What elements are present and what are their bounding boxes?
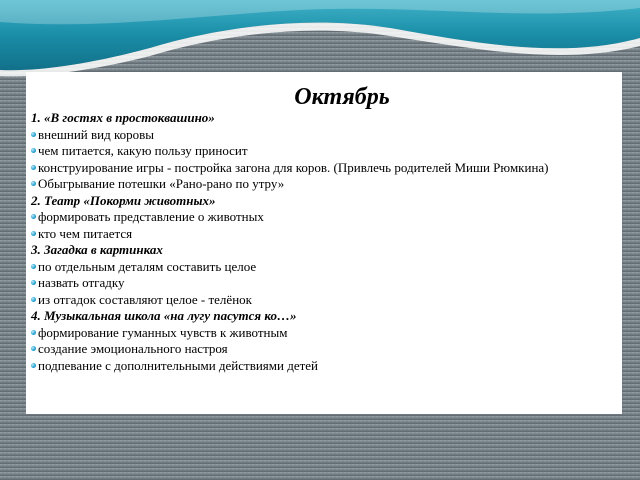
slide-title: Октябрь bbox=[294, 84, 390, 110]
bullet-icon bbox=[31, 214, 36, 219]
item-text: 1. «В гостях в простоквашино» bbox=[31, 110, 215, 125]
list-item bbox=[31, 341, 617, 358]
item-text: внешний вид коровы bbox=[38, 126, 154, 142]
section-heading bbox=[31, 110, 617, 127]
section-heading bbox=[31, 242, 617, 259]
list-item bbox=[31, 358, 617, 375]
item-text: 2. Театр «Покорми животных» bbox=[31, 192, 216, 208]
bullet-icon bbox=[31, 297, 36, 302]
list-item bbox=[31, 143, 617, 160]
item-text: назвать отгадку bbox=[38, 275, 125, 290]
bullet-icon bbox=[31, 363, 36, 368]
list-item bbox=[31, 176, 617, 193]
section-heading bbox=[31, 308, 617, 325]
list-item bbox=[31, 127, 617, 144]
item-text: из отгадок составляют целое - телёнок bbox=[38, 291, 252, 307]
section-heading bbox=[31, 193, 617, 210]
content-list bbox=[31, 110, 617, 374]
item-text: формирование гуманных чувств к животным bbox=[38, 324, 288, 340]
list-item bbox=[31, 160, 617, 177]
bullet-icon bbox=[31, 264, 36, 269]
bullet-icon bbox=[31, 330, 36, 335]
item-text: Обыгрывание потешки «Рано-рано по утру» bbox=[38, 176, 285, 191]
item-text: чем питается, какую пользу приносит bbox=[38, 143, 248, 158]
bullet-icon bbox=[31, 148, 36, 153]
item-text: кто чем питается bbox=[38, 225, 133, 241]
content-panel bbox=[26, 72, 622, 414]
bullet-icon bbox=[31, 346, 36, 351]
list-item bbox=[31, 209, 617, 226]
bullet-icon bbox=[31, 280, 36, 285]
item-text: по отдельным деталям составить целое bbox=[38, 258, 257, 274]
list-item bbox=[31, 325, 617, 342]
item-text: формировать представление о животных bbox=[38, 209, 264, 224]
bullet-icon bbox=[31, 165, 36, 170]
item-text: конструирование игры - постройка загона для коров. (Привлечь родителей Миши Рюмкина) bbox=[38, 159, 549, 175]
bullet-icon bbox=[31, 181, 36, 186]
list-item bbox=[31, 226, 617, 243]
item-text: создание эмоционального настроя bbox=[38, 341, 228, 356]
bullet-icon bbox=[31, 231, 36, 236]
item-text: подпевание с дополнительными действиями детей bbox=[38, 357, 319, 373]
list-item bbox=[31, 259, 617, 276]
list-item bbox=[31, 275, 617, 292]
bullet-icon bbox=[31, 132, 36, 137]
item-text: 4. Музыкальная школа «на лугу пасутся ко…» bbox=[31, 308, 297, 323]
item-text: 3. Загадка в картинках bbox=[31, 242, 163, 257]
list-item bbox=[31, 292, 617, 309]
